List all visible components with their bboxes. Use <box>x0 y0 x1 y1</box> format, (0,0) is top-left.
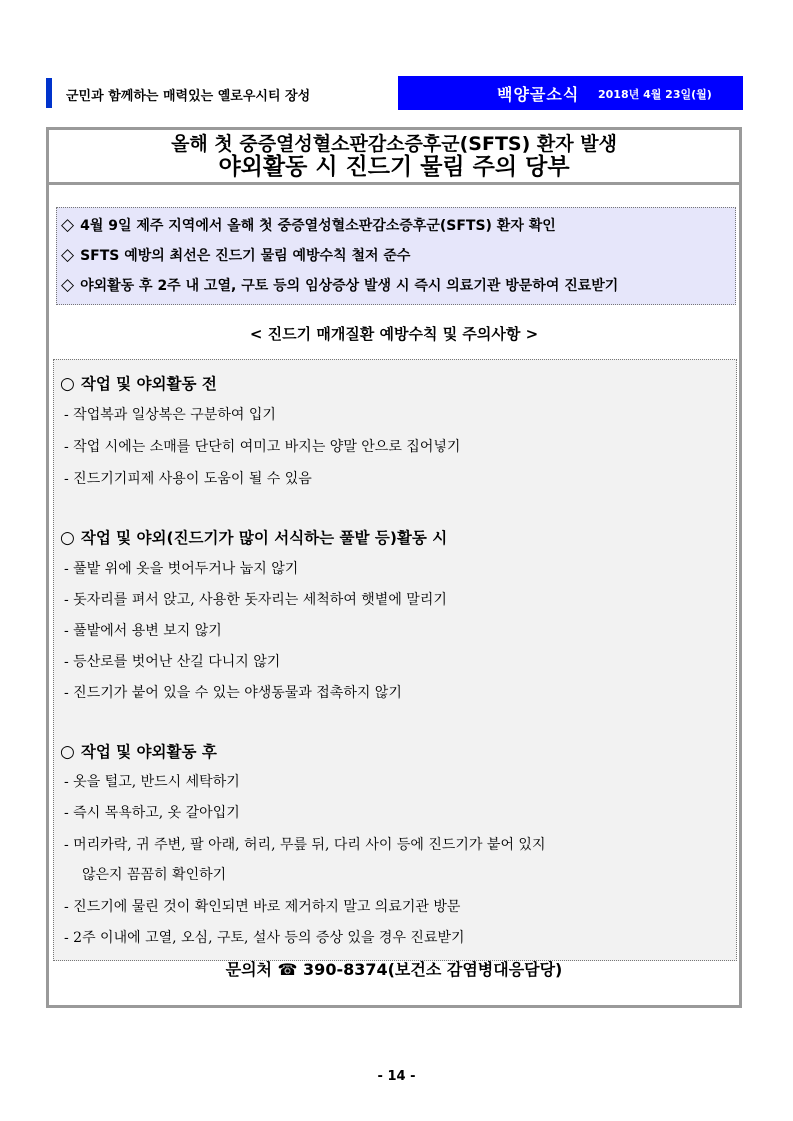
header-accent-bar <box>46 78 52 108</box>
list-item: - 풀밭 위에 옷을 벗어두거나 눕지 않기 <box>64 561 299 577</box>
diamond-icon: ◇ <box>61 275 75 295</box>
summary-item <box>61 215 556 236</box>
header-slogan: 군민과 함께하는 매력있는 옐로우시티 장성 <box>66 89 311 104</box>
list-item: - 진드기에 물린 것이 확인되면 바로 제거하지 말고 의료기관 방문 <box>64 899 461 915</box>
section-title-before <box>60 374 217 394</box>
list-item: - 옷을 털고, 반드시 세탁하기 <box>64 774 240 790</box>
guide-box <box>53 359 737 961</box>
section-title-text: 작업 및 야외활동 후 <box>80 743 217 761</box>
guide-subtitle: < 진드기 매개질환 예방수칙 및 주의사항 > <box>249 325 539 343</box>
list-item: - 즉시 목욕하고, 옷 갈아입기 <box>64 805 240 821</box>
summary-box <box>56 207 736 305</box>
title-line-2: 야외활동 시 진드기 물림 주의 당부 <box>218 154 570 180</box>
list-item: - 진드기기피제 사용이 도움이 될 수 있음 <box>64 471 312 487</box>
diamond-icon: ◇ <box>61 245 75 265</box>
section-title-text: 작업 및 야외활동 전 <box>80 375 217 393</box>
header-publication-box <box>398 76 743 110</box>
summary-item-text: 야외활동 후 2주 내 고열, 구토 등의 임상증상 발생 시 즉시 의료기관 방문하여 진료받기 <box>80 278 619 294</box>
section-title-during <box>60 528 447 548</box>
title-line-1: 올해 첫 중증열성혈소판감소증후군(SFTS) 환자 발생 <box>171 133 617 155</box>
page-number: - 14 - <box>377 1069 416 1084</box>
list-item: - 머리카락, 귀 주변, 팔 아래, 허리, 무릎 뒤, 다리 사이 등에 진드기가 붙어 있지 <box>64 837 546 853</box>
section-title-text: 작업 및 야외(진드기가 많이 서식하는 풀밭 등)활동 시 <box>80 529 448 547</box>
summary-item-text: SFTS 예방의 최선은 진드기 물림 예방수칙 철저 준수 <box>80 248 411 264</box>
article-frame <box>46 127 742 1008</box>
list-item-continuation: 않은지 꼼꼼히 확인하기 <box>82 867 227 883</box>
contact-info: 문의처 ☎ 390-8374(보건소 감염병대응담당) <box>225 960 563 979</box>
summary-item <box>61 245 410 266</box>
list-item: - 풀밭에서 용변 보지 않기 <box>64 623 222 639</box>
circle-bullet-icon: ○ <box>60 528 75 548</box>
section-title-after <box>60 742 217 762</box>
list-item: - 2주 이내에 고열, 오심, 구토, 설사 등의 증상 있을 경우 진료받기 <box>64 930 465 946</box>
list-item: - 진드기가 붙어 있을 수 있는 야생동물과 접촉하지 않기 <box>64 685 402 701</box>
summary-item <box>61 275 618 296</box>
title-box <box>49 130 739 185</box>
list-item: - 작업복과 일상복은 구분하여 입기 <box>64 407 276 423</box>
diamond-icon: ◇ <box>61 215 75 235</box>
circle-bullet-icon: ○ <box>60 742 75 762</box>
page-header <box>46 76 743 112</box>
publication-name: 백양골소식 <box>497 85 580 104</box>
circle-bullet-icon: ○ <box>60 374 75 394</box>
list-item: - 돗자리를 펴서 앉고, 사용한 돗자리는 세척하여 햇볕에 말리기 <box>64 592 447 608</box>
list-item: - 등산로를 벗어난 산길 다니지 않기 <box>64 654 281 670</box>
list-item: - 작업 시에는 소매를 단단히 여미고 바지는 양말 안으로 집어넣기 <box>64 439 461 455</box>
publication-date: 2018년 4월 23일(월) <box>598 88 712 101</box>
summary-item-text: 4월 9일 제주 지역에서 올해 첫 중증열성혈소판감소증후군(SFTS) 환자 확인 <box>80 218 556 234</box>
